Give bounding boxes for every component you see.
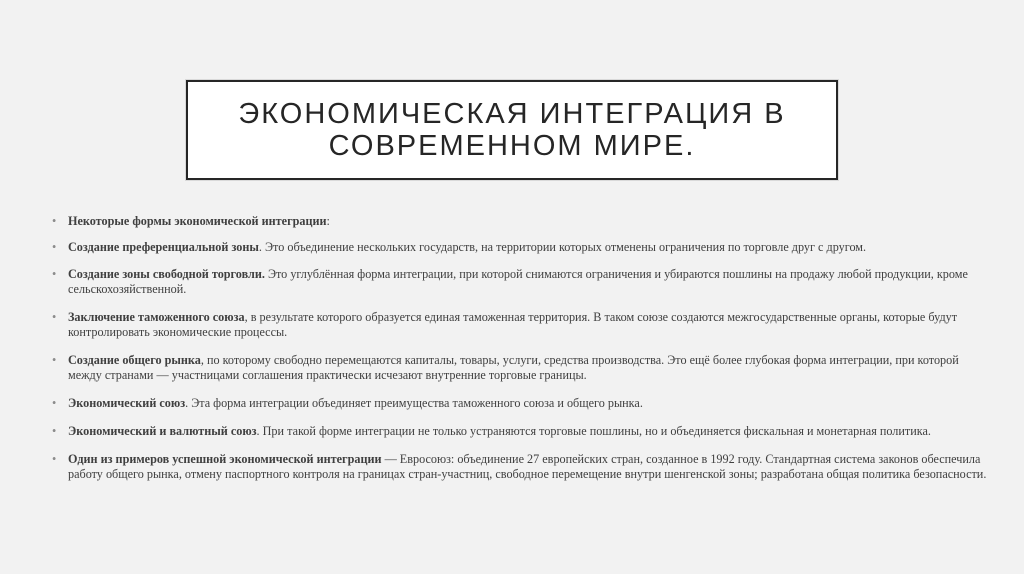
bullet-item	[52, 424, 992, 439]
bullet-lead: Создание общего рынка	[68, 353, 201, 367]
bullet-text: , по которому свободно перемещаются капиталы, товары, услуги, средства производства. Это ещё более глубокая форма интеграции, при которой между странами — участницами соглашения практически исчезают внутренние торговые границы.	[68, 353, 959, 382]
bullet-text: :	[326, 214, 330, 228]
bullet-text: Это углублённая форма интеграции, при которой снимаются ограничения и убираются пошлины на продажу любой продукции, кроме сельскохозяйственной.	[68, 267, 968, 296]
bullet-lead: Экономический и валютный союз	[68, 424, 257, 438]
bullet-item	[52, 452, 992, 482]
bullet-item	[52, 240, 992, 255]
bullet-lead: Создание зоны свободной торговли.	[68, 267, 265, 281]
bullet-item	[52, 353, 992, 383]
bullet-text: . При такой форме интеграции не только устраняются торговые пошлины, но и объединяется фискальная и монетарная политика.	[256, 424, 931, 438]
bullet-text: . Это объединение нескольких государств, на территории которых отменены ограничения по торговле друг с другом.	[258, 240, 867, 254]
slide-title	[238, 98, 785, 162]
bullet-text: . Эта форма интеграции объединяет преимущества таможенного союза и общего рынка.	[185, 396, 643, 410]
title-box	[186, 80, 838, 180]
bullet-lead: Создание преференциальной зоны	[68, 240, 259, 254]
bullet-item	[52, 267, 992, 297]
bullet-list	[52, 208, 992, 482]
bullet-lead: Некоторые формы экономической интеграции	[68, 214, 327, 228]
bullet-lead: Заключение таможенного союза	[68, 310, 245, 324]
bullet-text: , в результате которого образуется единая таможенная территория. В таком союзе создаются межгосударственные органы, которые будут контролировать экономические процессы.	[68, 310, 958, 339]
bullet-text: — Евросоюз: объединение 27 европейских стран, созданное в 1992 году. Стандартная система законов обеспечила работу общего рынка, отмену паспортного контроля на границах стран-участниц, свободное перемещение внутри шенгенской зоны; разработана общая политика безопасности.	[68, 452, 987, 481]
bullet-lead: Экономический союз	[68, 396, 186, 410]
slide-title-line-2: СОВРЕМЕННОМ МИРЕ.	[328, 130, 696, 162]
bullet-item	[52, 396, 992, 411]
slide-title-line-1: ЭКОНОМИЧЕСКАЯ ИНТЕГРАЦИЯ В	[238, 98, 786, 130]
bullet-item	[52, 214, 992, 229]
bullet-lead: Один из примеров успешной экономической интеграции	[68, 452, 382, 466]
bullet-item	[52, 310, 992, 340]
